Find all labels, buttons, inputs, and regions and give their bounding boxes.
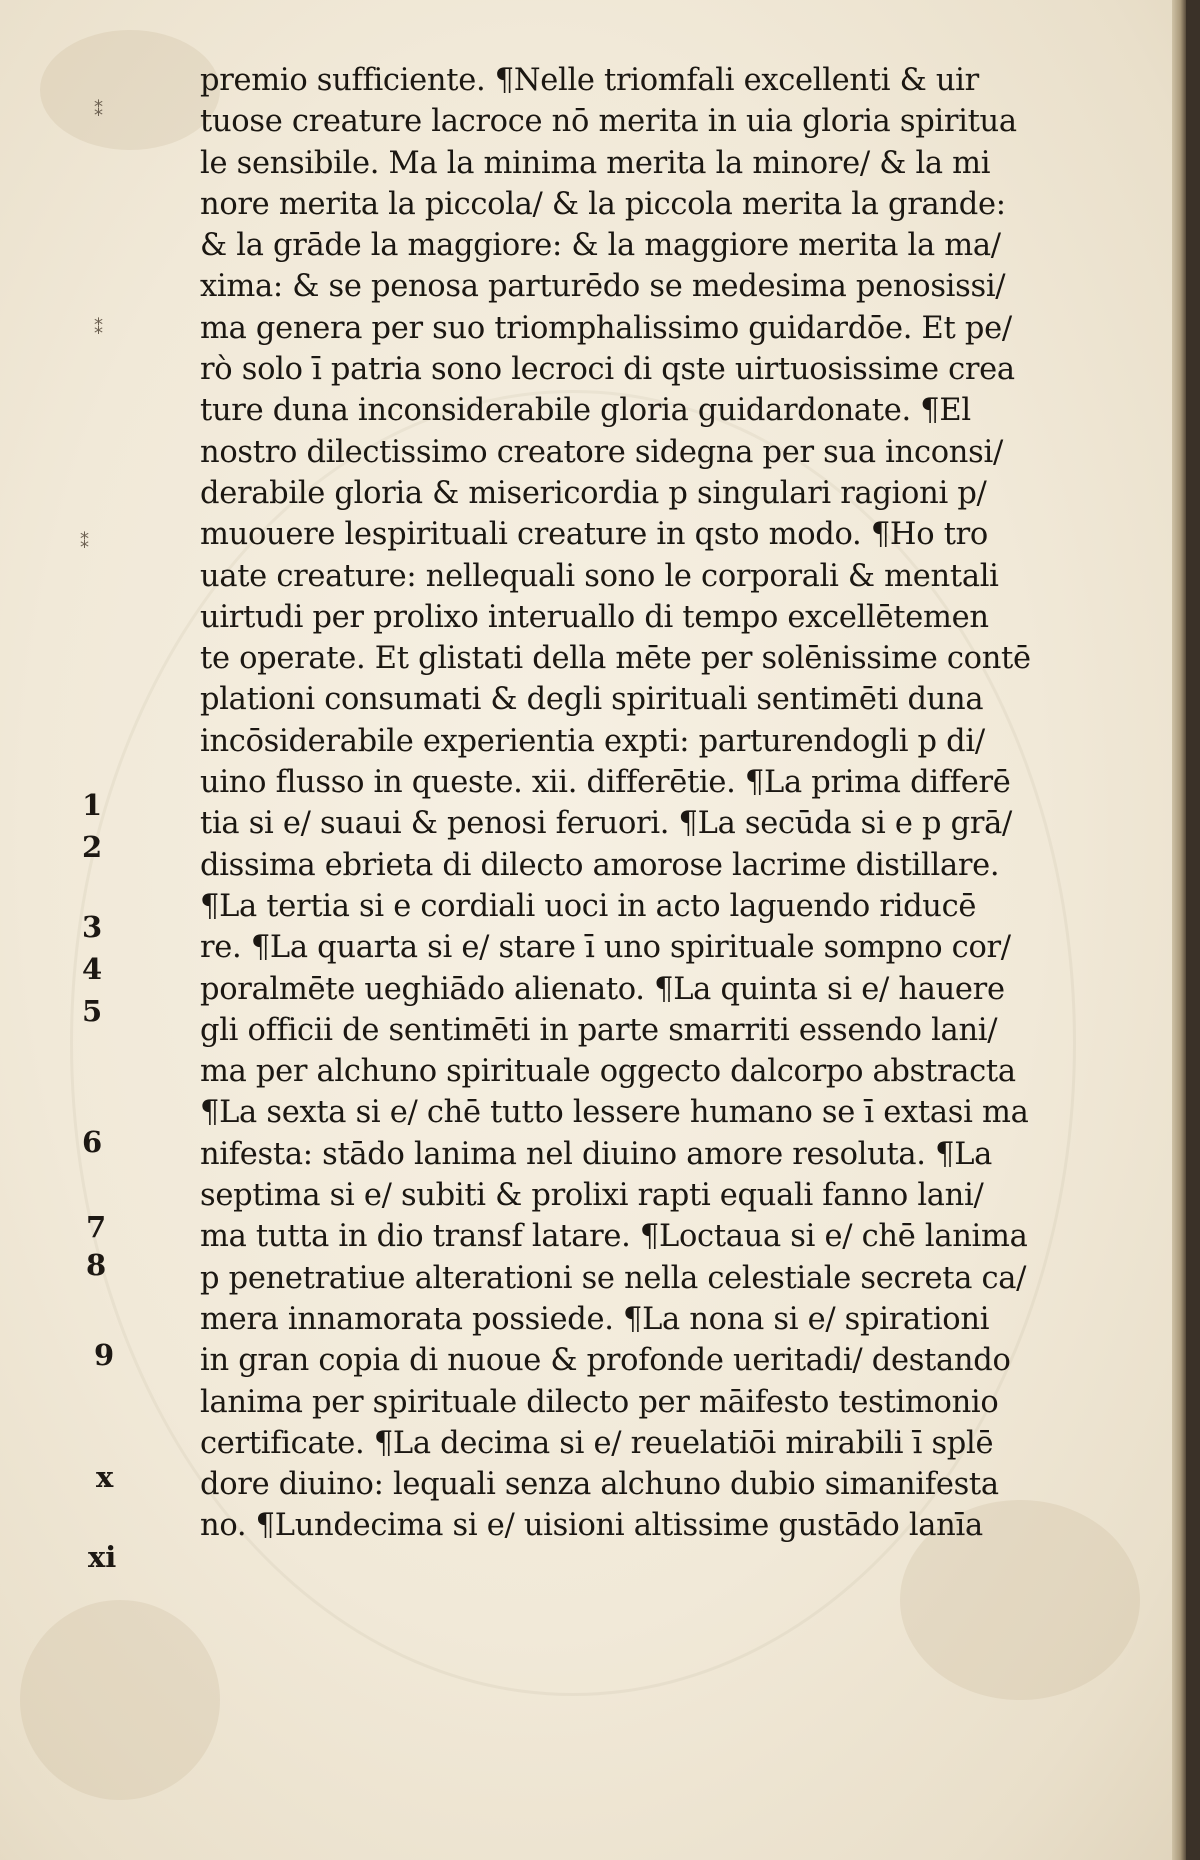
text-line: nore merita la piccola/ & la piccola merita la grande: xyxy=(200,186,1006,222)
margin-number: x xyxy=(96,1460,114,1494)
margin-number: 2 xyxy=(82,830,103,864)
text-line: certificate. ¶La decima si e/ reuelatiōi mirabili ī splē xyxy=(200,1425,994,1461)
text-line: ma per alchuno spirituale oggecto dalcorpo abstracta xyxy=(200,1054,1016,1090)
margin-number: 8 xyxy=(86,1248,107,1282)
text-line: dissima ebrieta di dilecto amorose lacrime distillare. xyxy=(200,847,1000,883)
text-line: derabile gloria & misericordia p singulari ragioni p/ xyxy=(200,475,987,511)
printed-text-block xyxy=(200,60,1100,1547)
text-line: xima: & se penosa parturēdo se medesima penosissi/ xyxy=(200,269,1006,305)
text-line: dore diuino: lequali senza alchuno dubio simanifesta xyxy=(200,1467,999,1503)
text-line: lanima per spirituale dilecto per māifesto testimonio xyxy=(200,1384,999,1420)
margin-number: 7 xyxy=(86,1210,107,1244)
text-line: uino flusso in queste. xii. differētie. ¶La prima differē xyxy=(200,765,1011,801)
text-line: ture duna inconsiderabile gloria guidardonate. ¶El xyxy=(200,393,971,429)
text-line: uate creature: nellequali sono le corporali & mentali xyxy=(200,558,999,594)
prick-mark: ⁑ xyxy=(80,532,89,553)
text-line: mera innamorata possiede. ¶La nona si e/ spirationi xyxy=(200,1301,990,1337)
text-line: tuose creature lacroce nō merita in uia gloria spiritua xyxy=(200,104,1017,140)
text-line: septima si e/ subiti & prolixi rapti equali fanno lani/ xyxy=(200,1178,984,1214)
text-line: ma genera per suo triomphalissimo guidardōe. Et pe/ xyxy=(200,310,1012,346)
text-line: in gran copia di nuoue & profonde ueritadi/ destando xyxy=(200,1343,1011,1379)
text-line: plationi consumati & degli spirituali sentimēti duna xyxy=(200,682,984,718)
text-line: incōsiderabile experientia expti: parturendogli p di/ xyxy=(200,723,985,759)
text-line: rò solo ī patria sono lecroci di qste uirtuosissime crea xyxy=(200,352,1015,388)
margin-number: xi xyxy=(88,1540,117,1574)
text-line: tia si e/ suaui & penosi feruori. ¶La secūda si e p grā/ xyxy=(200,806,1012,842)
margin-number: 3 xyxy=(82,910,103,944)
text-line: & la grāde la maggiore: & la maggiore merita la ma/ xyxy=(200,228,1001,264)
margin-number: 6 xyxy=(82,1125,103,1159)
margin-number: 5 xyxy=(82,994,103,1028)
text-line: le sensibile. Ma la minima merita la minore/ & la mi xyxy=(200,145,991,181)
page-edge xyxy=(1172,0,1186,1860)
text-line: premio sufficiente. ¶Nelle triomfali excellenti & uir xyxy=(200,63,979,98)
margin-number: 4 xyxy=(82,952,103,986)
text-line: ¶La tertia si e cordiali uoci in acto laguendo riducē xyxy=(200,888,977,924)
text-line: uirtudi per prolixo interuallo di tempo excellētemen xyxy=(200,599,989,635)
text-line: nifesta: stādo lanima nel diuino amore resoluta. ¶La xyxy=(200,1136,993,1172)
paper-stain xyxy=(40,30,220,150)
text-line: nostro dilectissimo creatore sidegna per sua inconsi/ xyxy=(200,434,1003,470)
text-line: re. ¶La quarta si e/ stare ī uno spirituale sompno cor/ xyxy=(200,930,1011,966)
text-line: poralmēte ueghiādo alienato. ¶La quinta si e/ hauere xyxy=(200,971,1005,1007)
text-line: te operate. Et glistati della mēte per solēnissime contē xyxy=(200,641,1031,677)
text-line: ma tutta in dio transf latare. ¶Loctaua si e/ chē lanima xyxy=(200,1219,1028,1255)
margin-number: 1 xyxy=(82,788,103,822)
prick-mark: ⁑ xyxy=(94,318,103,339)
text-line: muouere lespirituali creature in qsto modo. ¶Ho tro xyxy=(200,517,988,553)
text-line: gli officii de sentimēti in parte smarriti essendo lani/ xyxy=(200,1012,998,1048)
margin-number: 9 xyxy=(94,1338,115,1372)
text-line: no. ¶Lundecima si e/ uisioni altissime gustādo lanīa xyxy=(200,1508,983,1544)
text-line: p penetratiue alterationi se nella celestiale secreta ca/ xyxy=(200,1260,1027,1296)
prick-mark: ⁑ xyxy=(94,100,103,121)
text-line: ¶La sexta si e/ chē tutto lessere humano se ī extasi ma xyxy=(200,1095,1029,1131)
paper-stain xyxy=(20,1600,220,1800)
